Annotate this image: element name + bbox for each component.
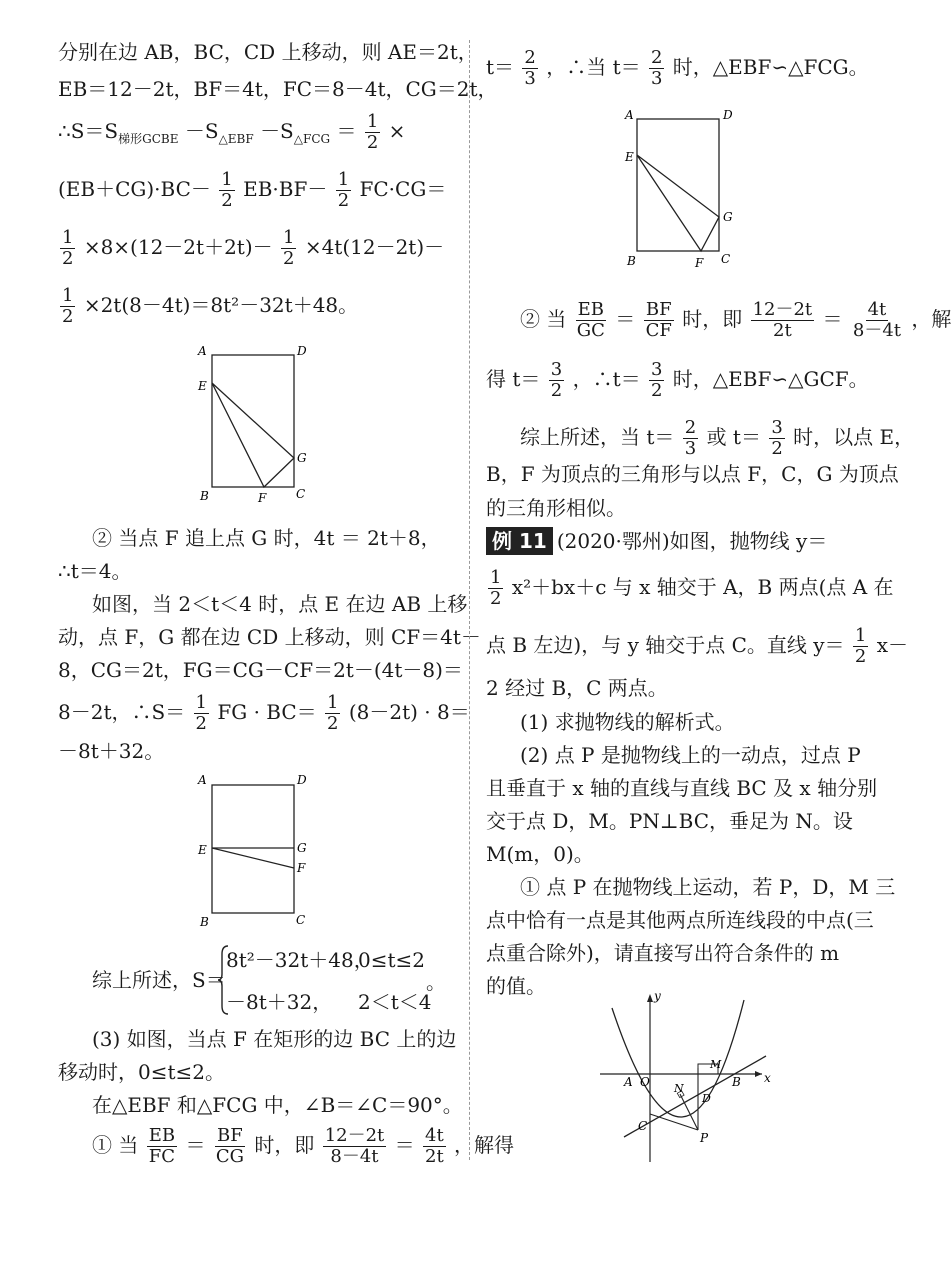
label-M: M — [710, 1058, 722, 1071]
formula-line: $\frac{1}{2}$ ×2t(8－4t)＝8t²－32t＋48。 — [62, 285, 359, 327]
text-line: 的三角形相似。 — [486, 496, 626, 520]
label-C: C — [638, 1119, 648, 1133]
label-B: B — [627, 254, 636, 268]
label-C: C — [296, 913, 306, 927]
text-line: 点中恰有一点是其他两点所连线段的中点(三 — [486, 908, 874, 932]
text-line: EB＝12－2t，BF＝4t，FC＝8－4t，CG＝2t， — [58, 77, 498, 101]
text-line: (1) 求抛物线的解析式。 — [520, 710, 735, 734]
text-line: 且垂直于 x 轴的直线与直线 BC 及 x 轴分别 — [486, 776, 878, 800]
label-D: D — [702, 1092, 711, 1105]
case-expr: －8t＋32， — [226, 990, 333, 1014]
right-column — [486, 0, 951, 1160]
formula-line: 得 t＝ $\frac{3}{2}$ ，∴t＝ $\frac{3}{2}$ 时，△EBF∽△GCF。 — [486, 359, 869, 401]
text-line: B，F 为顶点的三角形与以点 F，C，G 为顶点 — [486, 462, 899, 486]
text-line: 分别在边 AB，BC，CD 上移动，则 AE＝2t， — [58, 40, 478, 64]
label-B: B — [200, 489, 209, 503]
label-A: A — [625, 108, 634, 122]
label-B: B — [732, 1075, 741, 1089]
label-O: O — [640, 1075, 650, 1089]
text-line: 点重合除外)，请直接写出符合条件的 m — [486, 941, 840, 965]
case-expr: 8t²－32t＋48， — [226, 948, 374, 972]
label-N: N — [674, 1082, 684, 1095]
text-line: 在△EBF 和△FCG 中，∠B＝∠C＝90°。 — [92, 1093, 463, 1117]
label-A: A — [624, 1075, 633, 1089]
text-line: 综上所述，S＝ — [92, 968, 226, 992]
formula-line: t＝ $\frac{2}{3}$ ，∴当 t＝ $\frac{2}{3}$ 时，△EBF∽△FCG。 — [486, 47, 869, 89]
label-G: G — [723, 210, 733, 224]
text-line: 2 经过 B，C 两点。 — [486, 676, 668, 700]
label-G: G — [297, 451, 307, 465]
rectangle-figure-3 — [621, 105, 741, 270]
text-line: 。 — [426, 970, 446, 994]
example-heading: 例 11 (2020·鄂州)如图，抛物线 y＝ — [486, 527, 827, 555]
text-line: 如图，当 2＜t＜4 时，点 E 在边 AB 上移 — [92, 592, 468, 616]
label-E: E — [198, 843, 207, 857]
text-line: (2) 点 P 是抛物线上的一动点，过点 P — [520, 743, 861, 767]
formula-line: (EB＋CG)·BC－ $\frac{1}{2}$ EB·BF－ $\frac{1}{2}$ FC·CG＝ — [58, 169, 447, 211]
column-divider — [469, 40, 470, 1160]
text-line: ∴t＝4。 — [58, 559, 132, 583]
formula-line: 综上所述，当 t＝ $\frac{2}{3}$ 或 t＝ $\frac{3}{2}$ 时，以点 E， — [520, 417, 915, 459]
label-E: E — [198, 379, 207, 393]
parabola-figure — [594, 990, 784, 1170]
label-D: D — [723, 108, 733, 122]
formula-line: ① 当 $\frac{EB}{FC}$ ＝ $\frac{BF}{CG}$ 时，即 $\frac{12-2t}{8-4t}$ ＝ $\frac{4t}{2t}$ ，解得 — [92, 1125, 515, 1167]
case-cond: 2＜t＜4 — [358, 990, 432, 1014]
formula-line: 8－2t，∴S＝ $\frac{1}{2}$ FG · BC＝ $\frac{1}{2}$ (8－2t) · 8＝ — [58, 692, 470, 734]
text-line: －8t＋32。 — [58, 739, 165, 763]
text-line: 移动时，0≤t≤2。 — [58, 1060, 226, 1084]
label-P: P — [700, 1131, 709, 1145]
text-line: ② 当点 F 追上点 G 时，4t ＝ 2t＋8， — [92, 526, 441, 550]
text-line: 8，CG＝2t，FG＝CG－CF＝2t－(4t－8)＝ — [58, 658, 463, 682]
label-C: C — [721, 252, 731, 266]
label-E: E — [625, 150, 634, 164]
rectangle-figure-1 — [196, 340, 306, 505]
label-B: B — [200, 915, 209, 929]
formula-line: $\frac{1}{2}$ x²＋bx＋c 与 x 轴交于 A，B 两点(点 A 在 — [490, 567, 894, 609]
label-A: A — [198, 773, 207, 787]
label-D: D — [297, 773, 307, 787]
label-D: D — [297, 344, 307, 358]
label-y: y — [654, 989, 661, 1003]
label-G: G — [297, 841, 307, 855]
text-line: ① 点 P 在抛物线上运动，若 P，D，M 三 — [520, 875, 896, 899]
example-badge: 例 11 — [486, 527, 553, 555]
text-line: M(m，0)。 — [486, 842, 594, 866]
rectangle-figure-2 — [196, 770, 306, 930]
label-x: x — [764, 1071, 771, 1085]
text-line: 动，点 F，G 都在边 CD 上移动，则 CF＝4t－ — [58, 625, 481, 649]
formula-line: $\therefore S=S_{梯形GCBE} -S_{\triangle EBF} -S_{\triangle FCG}$ ＝ $\frac{1}{2}$ × — [58, 111, 406, 153]
formula-line: $\frac{1}{2}$ ×8×(12－2t＋2t)－ $\frac{1}{2}$ ×4t(12－2t)－ — [62, 227, 445, 269]
formula-line: ② 当 $\frac{EB}{GC}$ ＝ $\frac{BF}{CF}$ 时，即 $\frac{12-2t}{2t}$ ＝ $\frac{4t}{8-4t}$ ，解 — [520, 299, 951, 341]
text-line: 交于点 D，M。PN⊥BC，垂足为 N。设 — [486, 809, 853, 833]
text-line: 的值。 — [486, 974, 546, 998]
label-A: A — [198, 344, 207, 358]
label-F: F — [297, 861, 306, 875]
formula-line: 点 B 左边)，与 y 轴交于点 C。直线 y＝ $\frac{1}{2}$ x－ — [486, 625, 908, 667]
label-F: F — [258, 491, 267, 505]
label-F: F — [695, 256, 704, 270]
case-cond: 0≤t≤2 — [358, 948, 426, 972]
left-column — [58, 0, 515, 1167]
text-line: (3) 如图，当点 F 在矩形的边 BC 上的边 — [92, 1027, 457, 1051]
label-C: C — [296, 487, 306, 501]
